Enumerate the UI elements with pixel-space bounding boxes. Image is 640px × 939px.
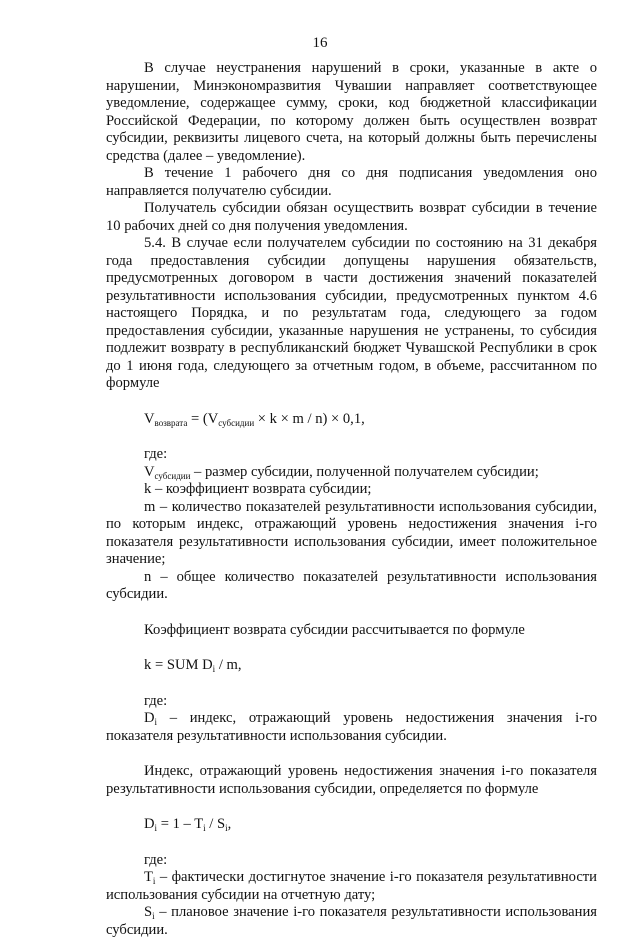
def-d-text: – индекс, отражающий уровень недостижения значения i-го показателя результативности использования субсидии. bbox=[106, 710, 597, 744]
def-d bbox=[106, 710, 597, 745]
def-s bbox=[106, 904, 597, 939]
paragraph-notice-sending: В течение 1 рабочего дня со дня подписания уведомления оно направляется получателю субсидии. bbox=[106, 165, 597, 199]
paragraph-violation-notice: В случае неустранения нарушений в сроки, указанные в акте о нарушении, Минэкономразвития Чувашии направляет соответствующее уведомление, содержащее сумму, сроки, код бюджетной классификации Российской Федерации, по которому должен быть осуществлен возврат субсидии, реквизиты лицевого счета, на который должны быть перечислены средства (далее – уведомление). bbox=[106, 60, 597, 164]
where-label-2: где: bbox=[144, 692, 168, 709]
def-vs-sub: субсидии bbox=[154, 470, 191, 481]
def-v-subsidy bbox=[106, 464, 597, 482]
def-d-sub: i bbox=[154, 717, 158, 727]
document-body bbox=[106, 60, 597, 939]
formula-t-sub: i bbox=[203, 823, 206, 833]
formula-s-sub: i bbox=[225, 823, 228, 833]
def-vs-text: – размер субсидии, полученной получателем субсидии; bbox=[190, 463, 539, 480]
where-label-1: где: bbox=[144, 446, 168, 462]
formula-k-sub: i bbox=[212, 664, 216, 674]
def-vs-symbol: V bbox=[144, 463, 155, 480]
page-number: 16 bbox=[312, 35, 328, 51]
formula-eq-open: = (V bbox=[187, 410, 219, 427]
formula-vs-sub: субсидии bbox=[218, 417, 255, 428]
def-t-sub: i bbox=[152, 876, 156, 886]
paragraph-5-4: 5.4. В случае если получателем субсидии по состоянию на 31 декабря года предоставления субсидии допущены нарушения обязательств, предусмотренных договором в части достижения значений показателей результативности использования субсидии, предусмотренных пунктом 4.6 настоящего Порядка, и по результатам года, следующего за годом предоставления субсидии, указанные нарушения не устранены, то субсидия подлежит возврату в республиканский бюджет Чувашской Республики в срок до 1 июня года, следующего за отчетным годом, в объеме, рассчитанном по формуле bbox=[106, 235, 597, 391]
formula-v: V bbox=[144, 410, 155, 427]
formula-d-slash: / S bbox=[205, 816, 226, 832]
k-intro: Коэффициент возврата субсидии рассчитывается по формуле bbox=[144, 621, 525, 638]
formula-d-end: , bbox=[227, 816, 232, 832]
formula-d bbox=[106, 816, 597, 834]
def-m: m – количество показателей результативности использования субсидии, по которым индекс, отражающий уровень недостижения значения i-го показателя результативности использования субсидии, имеет положительное значение; bbox=[106, 498, 597, 567]
formula-d-mid: = 1 – T bbox=[157, 816, 204, 832]
def-t bbox=[106, 869, 597, 904]
def-t-symbol: T bbox=[144, 869, 153, 885]
def-k: k – коэффициент возврата субсидии; bbox=[144, 481, 372, 497]
formula-d-sub: i bbox=[154, 823, 158, 833]
formula-k-post: / m, bbox=[215, 657, 242, 673]
def-t-text: – фактически достигнутое значение i-го показателя результативности использования субсидии на отчетную дату; bbox=[106, 869, 597, 903]
formula-k-pre: k = SUM D bbox=[144, 657, 213, 673]
def-n: n – общее количество показателей результативности использования субсидии. bbox=[106, 568, 597, 602]
def-s-symbol: S bbox=[144, 904, 153, 920]
d-intro: Индекс, отражающий уровень недостижения значения i-го показателя результативности использования субсидии, определяется по формуле bbox=[106, 763, 597, 797]
where-label-3: где: bbox=[144, 851, 168, 868]
formula-rest: × k × m / n) × 0,1, bbox=[254, 410, 365, 427]
def-s-text: – плановое значение i-го показателя результативности использования субсидии. bbox=[106, 904, 597, 938]
paragraph-return-obligation: Получатель субсидии обязан осуществить возврат субсидии в течение 10 рабочих дней со дня получения уведомления. bbox=[106, 200, 597, 234]
formula-d-symbol: D bbox=[144, 816, 155, 832]
formula-k bbox=[106, 657, 597, 675]
def-d-symbol: D bbox=[144, 710, 155, 726]
formula-return-volume bbox=[106, 411, 597, 429]
def-s-sub: i bbox=[152, 911, 155, 921]
formula-v-sub: возврата bbox=[154, 417, 188, 428]
